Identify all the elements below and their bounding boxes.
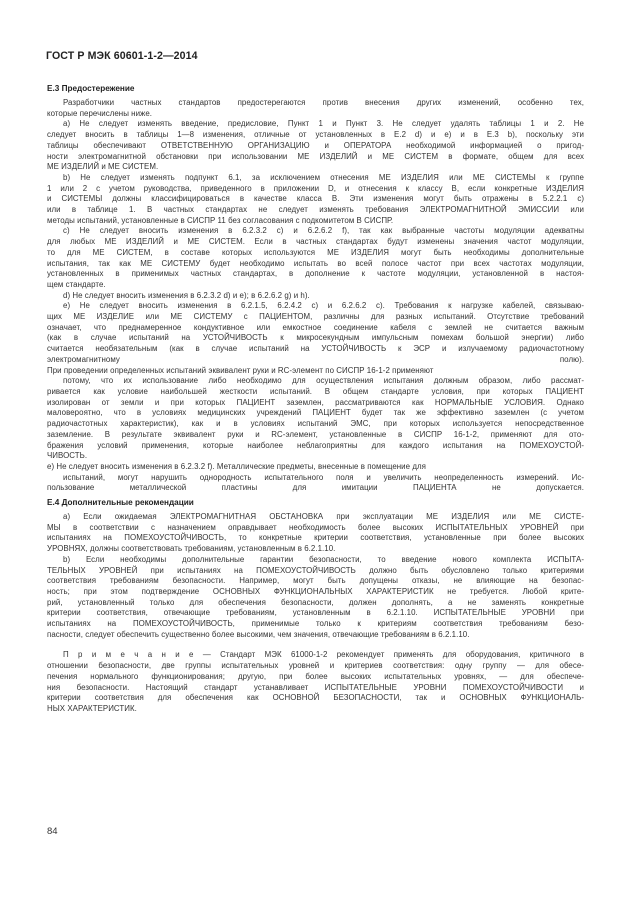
text-line: установленных в применимых частных стандартах, в дополнение к частоте модуляции, установленной в настоя-: [47, 269, 584, 279]
text-line: считается необязательным (как в случае испытаний на УСТОЙЧИВОСТЬ к ЭСР и излучаемому радиочастотному: [47, 344, 584, 354]
text-line: ния безопасности. Настоящий стандарт устанавливает ИСПЫТАТЕЛЬНЫЕ УРОВНИ ПОМЕХОУСТОЙЧИВОСТИ и: [47, 682, 584, 692]
text-line: таблицы обеспечивают ОТВЕТСТВЕННУЮ ОРГАНИЗАЦИЮ и ОПЕРАТОРА необходимой информацией о пригод-: [47, 140, 584, 150]
text-line: маловероятно, что в условиях медицинских учреждений ПАЦИЕНТ будет так же эффективно заземлен (с учетом: [47, 408, 584, 418]
text-line: методы испытаний, установленные в СИСПР 11 без согласования с подкомитетом В СИСПР.: [47, 215, 394, 225]
text-line: заземление. В результате эквивалент руки и RC-элемент, установленные в СИСПР 16-1-2, применяют для ото-: [47, 429, 584, 439]
text-line: потому, что их использование либо необходимо для осуществления испытания должным образом, либо рассмат-: [63, 376, 584, 386]
text-line: критерии соответствия, отвечающие требованиям, установленным в 6.2.1.10. ИСПЫТАТЕЛЬНЫЕ УРОВНИ при: [47, 608, 584, 618]
text-line: е) Не следует вносить изменения в 6.2.1.5, 6.2.4.2 с) и 6.2.6.2 с). Требования к нагрузке кабелей, связываю-: [63, 301, 584, 311]
text-line: ность; при этом подтверждение ОСНОВНЫХ ФУНКЦИОНАЛЬНЫХ ХАРАКТЕРИСТИК не требуется. Любой крите-: [47, 586, 584, 596]
text-line: а) Не следует изменять введение, предисловие, Пункт 1 и Пункт 3. Не следует удалять таблицы 1 и 2. Не: [63, 119, 584, 129]
text-line: П р и м е ч а н и е — Стандарт МЭК 61000-1-2 рекомендует применять для оборудования, критичного в: [63, 650, 584, 660]
text-line: то для МЕ СИСТЕМ, в составе которых используются МЕ ИЗДЕЛИЯ могут быть необходимы дополнительные: [47, 247, 584, 257]
text-line: критерии соответствия для обеспечения как ОСНОВНОЙ БЕЗОПАСНОСТИ, так и ОСНОВНЫХ ФУНКЦИОНАЛЬ-: [47, 693, 584, 703]
text-line: соответствия требованиям безопасности. Например, могут быть допущены отказы, не влияющие на безопас-: [47, 576, 584, 586]
text-line: испытаниях на ПОМЕХОУСТОЙЧИВОСТЬ, применимые только к критериям соответствия требованиям безо-: [47, 619, 584, 629]
text-line: МЫ в соответствии с назначением оправдывает необходимость более высоких ИСПЫТАТЕЛЬНЫХ УРОВНЕЙ при: [47, 522, 584, 532]
page-header-standard-title: ГОСТ Р МЭК 60601-1-2—2014: [46, 50, 198, 62]
note-block: [47, 650, 584, 714]
text-line: испытаниях на ПОМЕХОУСТОЙЧИВОСТЬ, то конкретные критерии соответствия, установленные при более высоких: [47, 533, 584, 543]
text-line: отношении безопасности, две группы испытательных уровней и критериев соответствия: одну группу — для обесе-: [47, 661, 584, 671]
text-line: которые перечислены ниже.: [47, 108, 153, 118]
text-line: следует вносить в таблицы 1—8 изменения, отличные от установленных в Е.2 d) и е) и в Е.3 b), поскольку эти: [47, 130, 584, 140]
text-line: электромагнитному полю).: [47, 354, 584, 364]
text-line: 1 или 2 с учетом руководства, приведенного в приложении D, и отнесения к классу В, если конкретные ИЗДЕЛИЯ: [47, 183, 584, 193]
text-line: испытаний, могут нарушить однородность испытательного поля и увеличить неопределенность измерений. Ис-: [63, 472, 584, 482]
text-line: печения нормального функционирования; другую, при более высоких испытательных уровнях, — для обеспече-: [47, 671, 584, 681]
text-line: с) Не следует вносить изменения в 6.2.3.2 с) и 6.2.6.2 f), так как выбранные частоты модуляции адекватны: [63, 226, 584, 236]
text-line: пасности, следует обеспечить существенно более высокими, чем значения, отвечающие требованиям в 6.2.1.10.: [47, 629, 470, 639]
text-line: испытания, так как МЕ СИСТЕМУ будет необходимо испытать во всей полосе частот при всех частотах модуляции,: [47, 258, 584, 268]
page-number: 84: [47, 826, 58, 837]
text-line: b) Если необходимы дополнительные гарантии безопасности, то введение нового комплекта ИСПЫТА-: [63, 554, 584, 564]
text-line: пользование металлической пластины для имитации ПАЦИЕНТА не допускается.: [47, 483, 584, 493]
section-heading-e3: Е.3 Предостережение: [47, 84, 135, 93]
section-e3-body: [47, 98, 584, 494]
text-line: НЫХ ХАРАКТЕРИСТИК.: [47, 703, 137, 713]
text-line: е) Не следует вносить изменения в 6.2.3.2 f). Металлические предметы, внесенные в помещение для: [47, 461, 426, 471]
text-line: а) Если ожидаемая ЭЛЕКТРОМАГНИТНАЯ ОБСТАНОВКА при эксплуатации МЕ ИЗДЕЛИЯ или МЕ СИСТЕ-: [63, 512, 584, 522]
text-line: d) Не следует вносить изменения в 6.2.3.2 d) и е); в 6.2.6.2 g) и h).: [63, 290, 310, 300]
text-line: (как в случае испытаний на УСТОЙЧИВОСТЬ к микросекундным импульсным помехам большой энергии) либо: [47, 333, 584, 343]
text-line: МЕ ИЗДЕЛИЙ и МЕ СИСТЕМ.: [47, 162, 159, 172]
text-line: бражения условий применения, которые наиболее неблагоприятны для каждого испытания на ПОМЕХОУСТОЙ-: [47, 440, 584, 450]
text-line: радиочастотных характеристик), как и в условиях испытаний ЭМС, при которых используется непосредственное: [47, 419, 584, 429]
text-line: УРОВНЯХ, должны соответствовать требованиям, установленным в 6.2.1.10.: [47, 544, 336, 554]
text-line: ривается как условие наибольшей жесткости испытаний. В общем стандарте условия, при которых ПАЦИЕНТ: [47, 386, 584, 396]
text-line: означает, что преднамеренное кондуктивное или емкостное соединение кабеля с землей не считается важным: [47, 322, 584, 332]
text-line: для любых МЕ ИЗДЕЛИЙ и МЕ СИСТЕМ. Если в частных стандартах будут изменены значения частот модуляции,: [47, 237, 584, 247]
text-line: ТЕЛЬНЫХ УРОВНЕЙ при испытаниях на ПОМЕХОУСТОЙЧИВОСТЬ должно быть обусловлено только критериями: [47, 565, 584, 575]
section-heading-e4: Е.4 Дополнительные рекомендации: [47, 498, 194, 508]
text-line: изолирован от земли и при которых ПАЦИЕНТ заземлен, рассматриваются как НОРМАЛЬНЫЕ УСЛОВИЯ. Однако: [47, 397, 584, 407]
text-line: щем стандарте.: [47, 279, 106, 289]
text-line: ЧИВОСТЬ.: [47, 451, 88, 461]
text-line: ности электромагнитной обстановки при использовании МЕ ИЗДЕЛИЙ и МЕ СИСТЕМ в формате, общем для всех: [47, 151, 584, 161]
text-line: При проведении определенных испытаний эквивалент руки и RC-элемент по СИСПР 16-1-2 применяют: [47, 365, 434, 375]
text-line: Разработчики частных стандартов предостерегаются против внесения других изменений, особенно тех,: [63, 98, 584, 107]
text-line: рий, установленный только для обеспечения безопасности, должен дополнять, а не заменять конкретные: [47, 597, 584, 607]
text-line: b) Не следует изменять подпункт 6.1, за исключением отнесения МЕ ИЗДЕЛИЯ или МЕ СИСТЕМЫ к группе: [63, 172, 584, 182]
text-line: и СИСТЕМЫ должны классифицироваться в качестве класса В. Эти изменения могут быть отражены в 5.2.2.1 с): [47, 194, 584, 204]
text-line: или в таблице 1. В частных стандартах не следует изменять требования ЭЛЕКТРОМАГНИТНОЙ ЭМИССИИ или: [47, 205, 584, 215]
page-content: [47, 83, 584, 715]
text-line: щих МЕ ИЗДЕЛИЕ или МЕ СИСТЕМУ с ПАЦИЕНТОМ, различны для разных испытаний. Отсутствие требований: [47, 312, 584, 322]
section-e4-body: [47, 512, 584, 640]
